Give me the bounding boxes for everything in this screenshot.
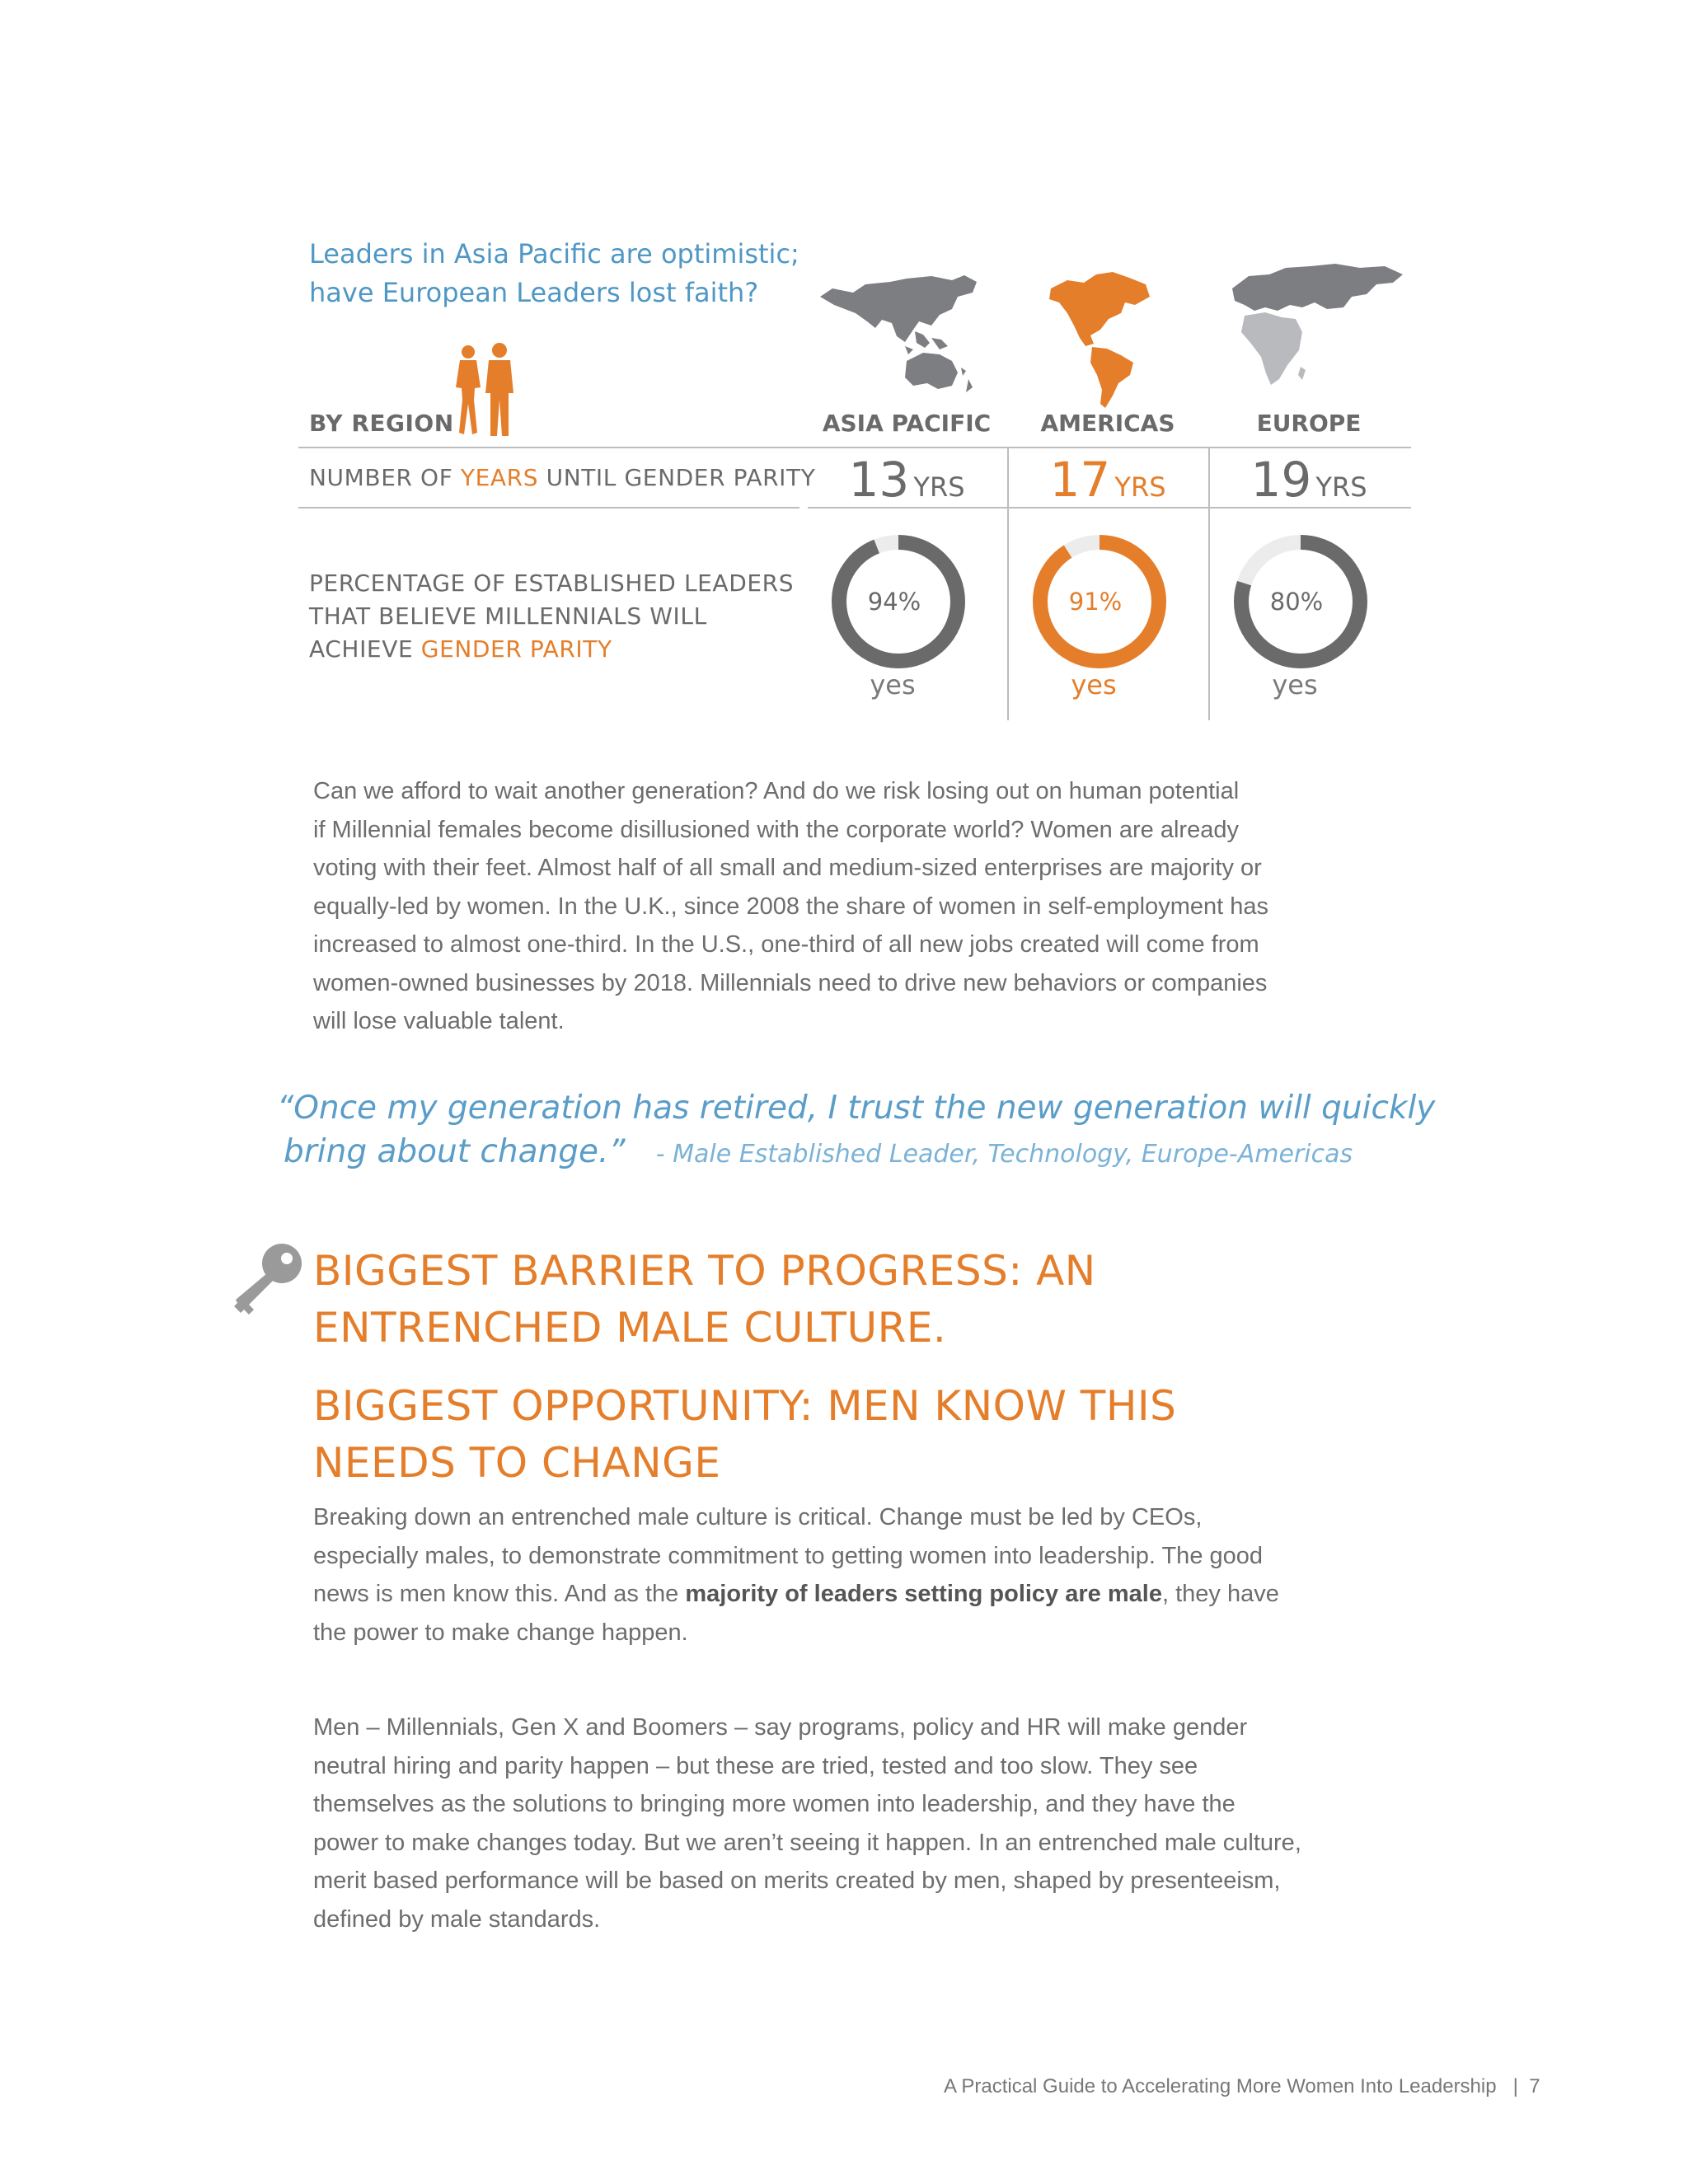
people-icon — [448, 342, 522, 441]
europe-map-icon — [1220, 260, 1405, 396]
bold-emphasis: majority of leaders setting policy are male — [685, 1581, 1162, 1607]
years-row-label: NUMBER OF YEARS UNTIL GENDER PARITY — [309, 464, 816, 491]
gender-parity-highlight: GENDER PARITY — [420, 635, 612, 663]
quote-line-2: bring about change.” — [284, 1133, 626, 1170]
years-row-rule-label — [298, 507, 799, 509]
pull-quote — [277, 1086, 1435, 1176]
years-europe: 19 YRS — [1250, 452, 1367, 508]
headline-line-1: Leaders in Asia Pacific are optimistic; — [309, 238, 799, 269]
years-asia-pacific: 13 YRS — [848, 452, 965, 508]
by-region-label: BY REGION — [309, 410, 454, 437]
americas-map-icon — [1043, 268, 1158, 416]
region-header-americas: AMERICAS — [1040, 410, 1175, 437]
region-header-asia-pacific: ASIA PACIFIC — [822, 410, 992, 437]
headline-line-2: have European Leaders lost faith? — [309, 277, 759, 308]
paragraph-1: Can we afford to wait another generation? And do we risk losing out on human potential if Millennial females become disillusioned with the corporate world? Women are already voting with their feet. Almost half of all small and medium-sized enterprises are majority or equally-led by women. In the U.K., since 2008 the share of women in self-employment has increased to almost one-third. In the U.S., one-third of all new jobs created will come from women-owned businesses by 2018. Millennials need to drive new behaviors or companies will lose valuable talent. — [313, 778, 1268, 1034]
quote-line-1: “Once my generation has retired, I trust the new generation will quickly — [277, 1090, 1436, 1127]
heading-opportunity: BIGGEST OPPORTUNITY: MEN KNOW THIS NEEDS TO CHANGE — [313, 1382, 1177, 1487]
answer-europe: yes — [1272, 669, 1318, 701]
heading-barrier: BIGGEST BARRIER TO PROGRESS: AN ENTRENCHED MALE CULTURE. — [313, 1247, 1096, 1352]
donut-asia-pacific — [828, 532, 968, 672]
donut-label-americas: 91% — [1068, 588, 1123, 616]
footer-title: A Practical Guide to Accelerating More Women Into Leadership — [944, 2075, 1497, 2097]
footer-separator: | — [1512, 2075, 1518, 2097]
answer-americas: yes — [1071, 669, 1117, 701]
donut-label-europe: 80% — [1269, 588, 1324, 616]
donut-americas — [1029, 532, 1170, 672]
table-top-rule — [298, 447, 1411, 448]
paragraph-2: Breaking down an entrenched male culture is critical. Change must be led by CEOs, especially males, to demonstrate commitment to getting women into leadership. The good news is men know this. And as the majority of leaders setting policy are male, they have the power to make change happen. — [313, 1504, 1279, 1646]
percentage-row-label: PERCENTAGE OF ESTABLISHED LEADERS THAT BELIEVE MILLENNIALS WILL ACHIEVE GENDER PARITY — [309, 569, 795, 663]
page-number: 7 — [1529, 2075, 1540, 2097]
years-highlight: YEARS — [460, 464, 539, 491]
years-americas: 17 YRS — [1049, 452, 1166, 508]
asia-pacific-map-icon — [816, 264, 989, 396]
headline — [309, 235, 799, 312]
region-header-europe: EUROPE — [1256, 410, 1362, 437]
donut-europe — [1231, 532, 1371, 672]
paragraph-3: Men – Millennials, Gen X and Boomers – say programs, policy and HR will make gender neutral hiring and parity happen – but these are tried, tested and too slow. They see themselves as the solutions to bringing more women into leadership, and they have the power to make changes today. But we aren’t seeing it happen. In an entrenched male culture, merit based performance will be based on merits created by men, shaped by presenteeism, defined by male standards. — [313, 1714, 1301, 1933]
footer — [944, 2075, 1540, 2098]
key-icon — [231, 1240, 307, 1316]
answer-asia-pacific: yes — [870, 669, 916, 701]
quote-attribution: - Male Established Leader, Technology, Europe-Americas — [655, 1140, 1353, 1169]
donut-label-asia-pacific: 94% — [867, 588, 921, 616]
